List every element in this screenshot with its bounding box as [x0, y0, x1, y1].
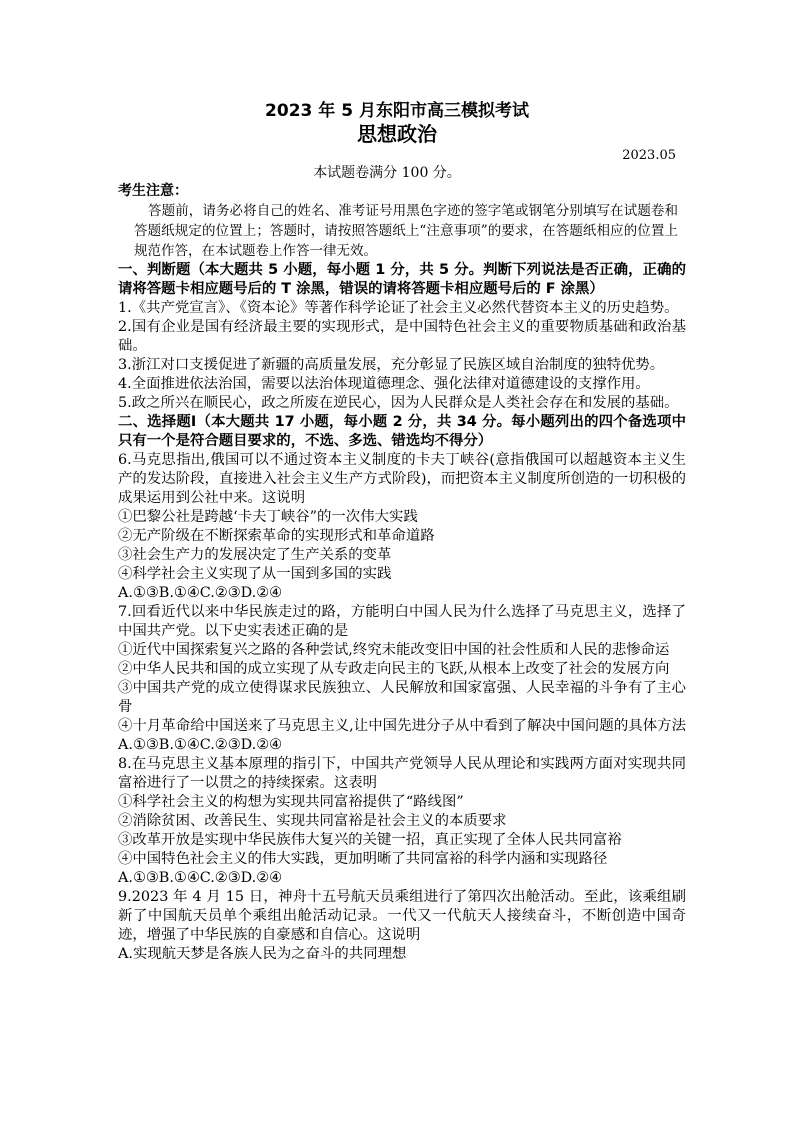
- notice-text: 答题前，请务必将自己的姓名、准考证号用黑色字迹的签字笔或钢笔分别填写在试题卷和答题纸规定的位置上；答题时，请按照答题纸上“注意事项”的要求，在答题纸相应的位置上规范作答，在本试题卷上作答一律无效。: [134, 203, 678, 259]
- section-heading: 二、选择题Ⅰ（本大题共 17 小题，每小题 2 分，共 34 分。每小题列出的四个备选项中只有一个是符合题目要求的，不选、多选、错选均不得分）: [118, 414, 686, 449]
- option-item: ①近代中国探索复兴之路的各种尝试,终究未能改变旧中国的社会性质和人民的悲惨命运: [118, 642, 670, 658]
- option-item: ②消除贫困、改善民生、实现共同富裕是社会主义的本质要求: [118, 813, 507, 829]
- option-item: ④中国特色社会主义的伟大实践，更加明晰了共同富裕的科学内涵和实现路径: [118, 851, 608, 867]
- option-item: ①巴黎公社是跨越‘卡夫丁峡谷”的一次伟大实践: [118, 509, 418, 525]
- option-item: A.实现航天梦是各族人民为之奋斗的共同理想: [118, 946, 407, 962]
- section-heading: 一、判断题（本大题共 5 小题，每小题 1 分，共 5 分。判断下列说法是否正确，正确的请将答题卡相应题号后的 T 涂黑，错误的请将答题卡相应题号后的 F 涂黑）: [118, 262, 686, 297]
- option-line: [118, 717, 686, 755]
- question-stem: 8.在马克思主义基本原理的指引下，中国共产党领导人民从理论和实践两方面对实现共同富裕进行了一以贯之的持续探索。这表明: [118, 756, 686, 791]
- question-8: [118, 755, 686, 888]
- question-6: [118, 451, 686, 603]
- answer-choices: A.①③B.①④C.②③D.②④: [118, 737, 282, 753]
- answer-choices: A.①③B.①④C.②③D.②④: [118, 585, 282, 601]
- question-stem: 9.2023 年 4 月 15 日，神舟十五号航天员乘组进行了第四次出舱活动。至此，该乘组刷新了中国航天员单个乘组出舱活动记录。一代又一代航天人接续奋斗，不断创造中国奇迹，增强了中华民族的自豪感和自信心。这说明: [118, 889, 686, 943]
- exam-title: 2023 年 5 月东阳市高三模拟考试: [265, 101, 529, 121]
- exam-subject: 思想政治: [357, 122, 437, 146]
- option-item: ②无产阶级在不断探索革命的实现形式和革命道路: [118, 528, 435, 544]
- section-choice: [118, 413, 686, 964]
- notice-heading: 考生注意：: [118, 183, 188, 199]
- option-item: ③社会生产力的发展决定了生产关系的变革: [118, 547, 392, 563]
- question-item: 3.浙江对口支援促进了新疆的高质量发展，充分彰显了民族区域自治制度的独特优势。: [118, 357, 665, 373]
- question-7: [118, 603, 686, 755]
- option-item: ④十月革命给中国送来了马克思主义,让中国先进分子从中看到了解决中国问题的具体方法: [118, 718, 686, 734]
- section-judgement: [118, 261, 686, 413]
- option-item: ③中国共产党的成立使得谋求民族独立、人民解放和国家富强、人民幸福的斗争有了主心骨: [118, 680, 686, 715]
- exam-date: 2023.05: [622, 148, 676, 163]
- exam-document: [118, 100, 686, 964]
- full-score-note: 本试题卷满分 100 分。: [313, 165, 461, 181]
- option-item: ④科学社会主义实现了从一国到多国的实践: [118, 566, 392, 582]
- option-item: ②中华人民共和国的成立实现了从专政走向民主的飞跃,从根本上改变了社会的发展方向: [118, 661, 670, 677]
- question-item: 5.政之所兴在顺民心，政之所废在逆民心，因为人民群众是人类社会存在和发展的基础。: [118, 395, 679, 411]
- question-item: 1.《共产党宣言》、《资本论》等著作科学论证了社会主义必然代替资本主义的历史趋势。: [118, 300, 679, 316]
- option-item: ①科学社会主义的构想为实现共同富裕提供了“路线图”: [118, 794, 464, 810]
- answer-choices: A.①③B.①④C.②③D.②④: [118, 870, 282, 886]
- question-stem: 6.马克思指出,俄国可以不通过资本主义制度的卡夫丁峡谷(意指俄国可以超越资本主义生产的发达阶段，直接进入社会主义生产方式阶段)，而把资本主义制度所创造的一切积极的成果运用到公社中来。这说明: [118, 452, 686, 506]
- question-item: 4.全面推进依法治国，需要以法治体现道德理念、强化法律对道德建设的支撑作用。: [118, 376, 650, 392]
- question-9: [118, 888, 686, 964]
- question-item: 2.国有企业是国有经济最主要的实现形式，是中国特色社会主义的重要物质基础和政治基础。: [118, 319, 686, 354]
- question-stem: 7.回看近代以来中华民族走过的路，方能明白中国人民为什么选择了马克思主义，选择了中国共产党。以下史实表述正确的是: [118, 604, 686, 639]
- option-item: ③改革开放是实现中华民族伟大复兴的关键一招，真正实现了全体人民共同富裕: [118, 832, 622, 848]
